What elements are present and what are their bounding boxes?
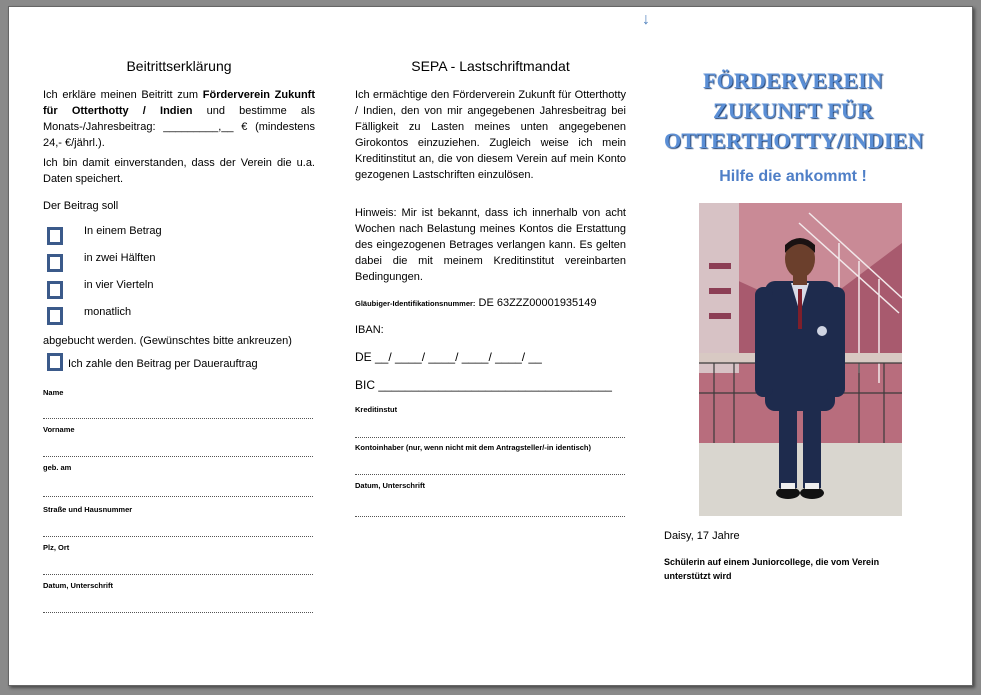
field-line-plz[interactable]: [43, 574, 313, 575]
intro-text-a: Ich erkläre meinen Beitritt zum: [43, 89, 203, 101]
dauerauftrag-label: Ich zahle den Beitrag per Dauerauftrag: [68, 358, 258, 370]
abgebucht-text: abgebucht werden. (Gewünschtes bitte ankreuzen): [43, 335, 292, 347]
flyer-subtitle: Hilfe die ankommt !: [719, 168, 867, 185]
field-label-kontoinhaber: Kontoinhaber (nur, wenn nicht mit dem Antragsteller/-in identisch): [355, 443, 591, 452]
glaeubiger-value: DE 63ZZZ00001935149: [478, 297, 597, 309]
field-line-kontoinhaber[interactable]: [355, 474, 625, 475]
checkbox-vier-vierteln[interactable]: [47, 281, 63, 299]
field-label-vorname: Vorname: [43, 425, 75, 434]
iban-label: IBAN:: [355, 324, 384, 336]
field-line-name[interactable]: [43, 418, 313, 419]
student-photo-svg: [699, 203, 902, 516]
checkbox-monatlich[interactable]: [47, 307, 63, 325]
option-label: in vier Vierteln: [84, 279, 154, 291]
checkbox-einem-betrag[interactable]: [47, 227, 63, 245]
flyer-title-line-2: ZUKUNFT FÜR: [712, 98, 874, 123]
flyer-title-line-3: OTTERTHOTTY/INDIEN: [664, 128, 924, 153]
down-arrow-icon: ↓: [642, 11, 650, 28]
bic-input-line[interactable]: BIC ___________________________________: [355, 378, 612, 392]
sepa-mandate-text: Ich ermächtige den Förderverein Zukunft für Otterthotty / Indien, den von mir angegebenen Jahresbeitrag bei Fälligkeit zu Lasten meines unten angegebenen Girokontos einzuziehen. Zugleich weise ich mein Kreditinstitut an, die von diesem Verein auf mein Konto gezogenen Lastschriften einzulösen.: [355, 89, 626, 181]
field-label-strasse: Straße und Hausnummer: [43, 505, 133, 514]
field-label-geb: geb. am: [43, 463, 72, 472]
field-label-kreditinstitut: Kreditinstut: [355, 405, 398, 414]
option-label: monatlich: [84, 306, 132, 318]
beitrag-soll-label: Der Beitrag soll: [43, 200, 119, 212]
caption-text: Schülerin auf einem Juniorcollege, die vom Verein unterstützt wird: [664, 557, 880, 581]
beitritt-heading: Beitrittserklärung: [126, 58, 232, 74]
student-photo: [699, 203, 902, 516]
field-line-kreditinstitut[interactable]: [355, 437, 625, 438]
field-label-plz: Plz, Ort: [43, 543, 70, 552]
field-line-geb[interactable]: [43, 496, 313, 497]
field-label-name: Name: [43, 388, 64, 397]
field-line-strasse[interactable]: [43, 536, 313, 537]
option-label: in zwei Hälften: [84, 252, 156, 264]
flyer-title-line-1: FÖRDERVEREIN: [702, 68, 884, 93]
option-label: In einem Betrag: [84, 225, 162, 237]
field-line-vorname[interactable]: [43, 456, 313, 457]
glaeubiger-row: [355, 295, 626, 311]
document-page: [8, 6, 973, 686]
checkbox-dauerauftrag[interactable]: [47, 353, 63, 371]
field-line-datum-sepa[interactable]: [355, 516, 625, 517]
consent-text: Ich bin damit einverstanden, dass der Verein die u.a. Daten speichert.: [43, 157, 315, 185]
glaeubiger-label: Gläubiger-Identifikationsnummer:: [355, 299, 476, 308]
iban-input-line[interactable]: DE __/ ____/ ____/ ____/ ____/ __: [355, 350, 542, 364]
field-label-datum: Datum, Unterschrift: [43, 581, 114, 590]
field-line-datum[interactable]: [43, 612, 313, 613]
beitritt-intro: [43, 87, 315, 151]
checkbox-zwei-haelften[interactable]: [47, 254, 63, 272]
field-label-datum-sepa: Datum, Unterschrift: [355, 481, 426, 490]
intro-text-bold: Förderverein Zukunft für Otterthotty / Indien: [43, 89, 315, 117]
caption-name: Daisy, 17 Jahre: [664, 530, 740, 542]
intro-text-b: und bestimme als Monats-/Jahresbeitrag: _________,__ € (mindestens 24,- €/jährl.).: [43, 105, 315, 149]
sepa-heading: SEPA - Lastschriftmandat: [411, 58, 570, 74]
sepa-hinweis-text: Hinweis: Mir ist bekannt, dass ich innerhalb von acht Wochen nach Belastung meines Kontos die Erstattung des eingezogenen Betrages verlangen kann. Es gelten dabei die mit meinem Kreditinstitut vereinbarten Bedingungen.: [355, 207, 626, 283]
